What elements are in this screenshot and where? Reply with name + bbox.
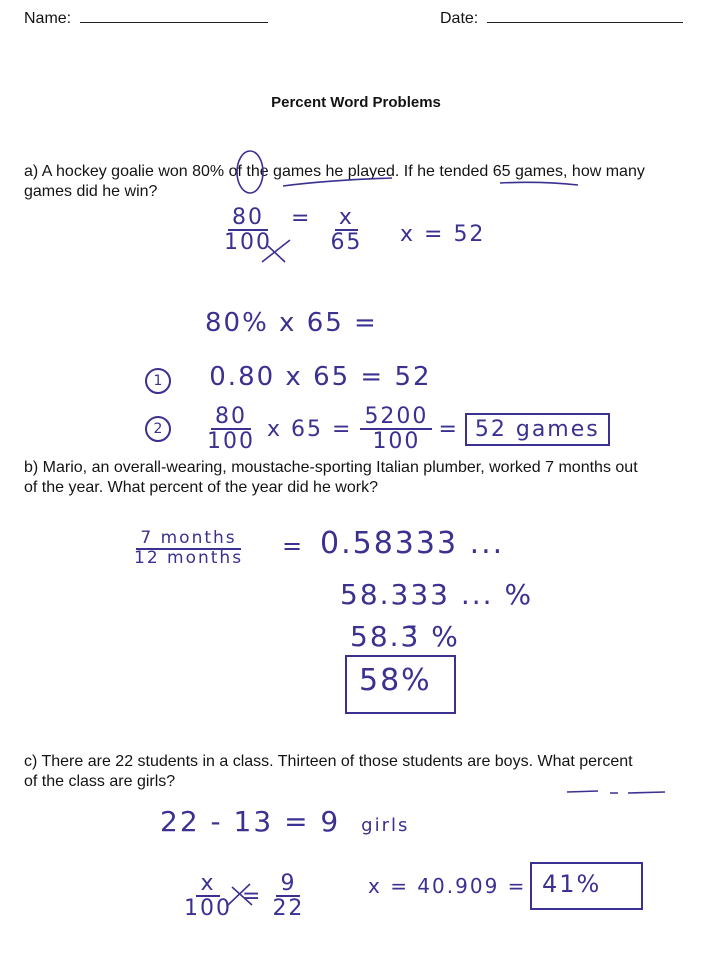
problem-b-step1: 0.58333 ... xyxy=(320,526,505,561)
fraction: $\frac{x}{65}$ xyxy=(330,205,363,256)
date-field xyxy=(440,8,683,29)
problem-a-text-line2: games did he win? xyxy=(24,183,158,200)
problem-b-text-line2: of the year. What percent of the year did he work? xyxy=(24,479,378,496)
problem-a-proportion: $\frac{80}{100}$ = $\frac{x}{65}$ xyxy=(220,205,366,254)
page-title: Percent Word Problems xyxy=(271,94,441,111)
problem-c-text-line2: of the class are girls? xyxy=(24,773,176,790)
problem-b-text-line1: b) Mario, an overall-wearing, moustache-sporting Italian plumber, worked 7 months out xyxy=(24,459,638,476)
problem-c-text-line1: c) There are 22 students in a class. Thirteen of those students are boys. What percent xyxy=(24,753,633,770)
problem-b-equals: = xyxy=(282,532,305,560)
underline-mark-icon xyxy=(500,182,578,185)
date-label: Date: xyxy=(440,10,479,27)
problem-b-step2: 58.333 ... % xyxy=(340,578,534,611)
fraction: $\frac{5200}{100}$ xyxy=(360,405,432,453)
fraction: $\frac{80}{100}$ xyxy=(224,205,272,256)
name-field xyxy=(24,8,268,29)
name-blank-line xyxy=(80,8,268,23)
fraction: $\frac{80}{100}$ xyxy=(207,404,255,455)
problem-b-step3: 58.3̄ % xyxy=(350,620,460,653)
date-blank-line xyxy=(487,8,683,23)
problem-a-method2: 2 $\frac{80}{100}$ x 65 = $\frac{5200}{100}$ = 52 games xyxy=(145,405,610,453)
method-number-2: 2 xyxy=(145,416,171,442)
method-number-1: 1 xyxy=(145,368,171,394)
underline-mark-icon xyxy=(567,791,665,793)
answer-box-b: 58% xyxy=(345,655,456,714)
name-label: Name: xyxy=(24,10,72,27)
fraction: $\frac{\text{7 months}}{\text{12 months}}$ xyxy=(134,528,244,568)
problem-c-subtraction: 22 - 13 = 9 girls xyxy=(160,805,410,838)
fraction: $\frac{x}{100}$ xyxy=(184,871,232,922)
problem-b-fraction xyxy=(130,528,247,568)
problem-a-proportion-result: x = 52 xyxy=(400,222,486,247)
answer-box-c: 41% xyxy=(530,862,643,910)
problem-c-result: x = 40.909 = xyxy=(368,874,527,898)
problem-a-text-line1: a) A hockey goalie won 80% of the games he played. If he tended 65 games, how many xyxy=(24,163,645,180)
problem-a-method1: 1 0.80 x 65 = 52 xyxy=(145,362,432,394)
problem-a-setup: 80% x 65 = xyxy=(205,308,378,338)
problem-c-proportion: $\frac{x}{100}$ = $\frac{9}{22}$ xyxy=(180,872,308,920)
answer-box-a: 52 games xyxy=(465,413,610,446)
fraction: $\frac{9}{22}$ xyxy=(272,871,305,922)
